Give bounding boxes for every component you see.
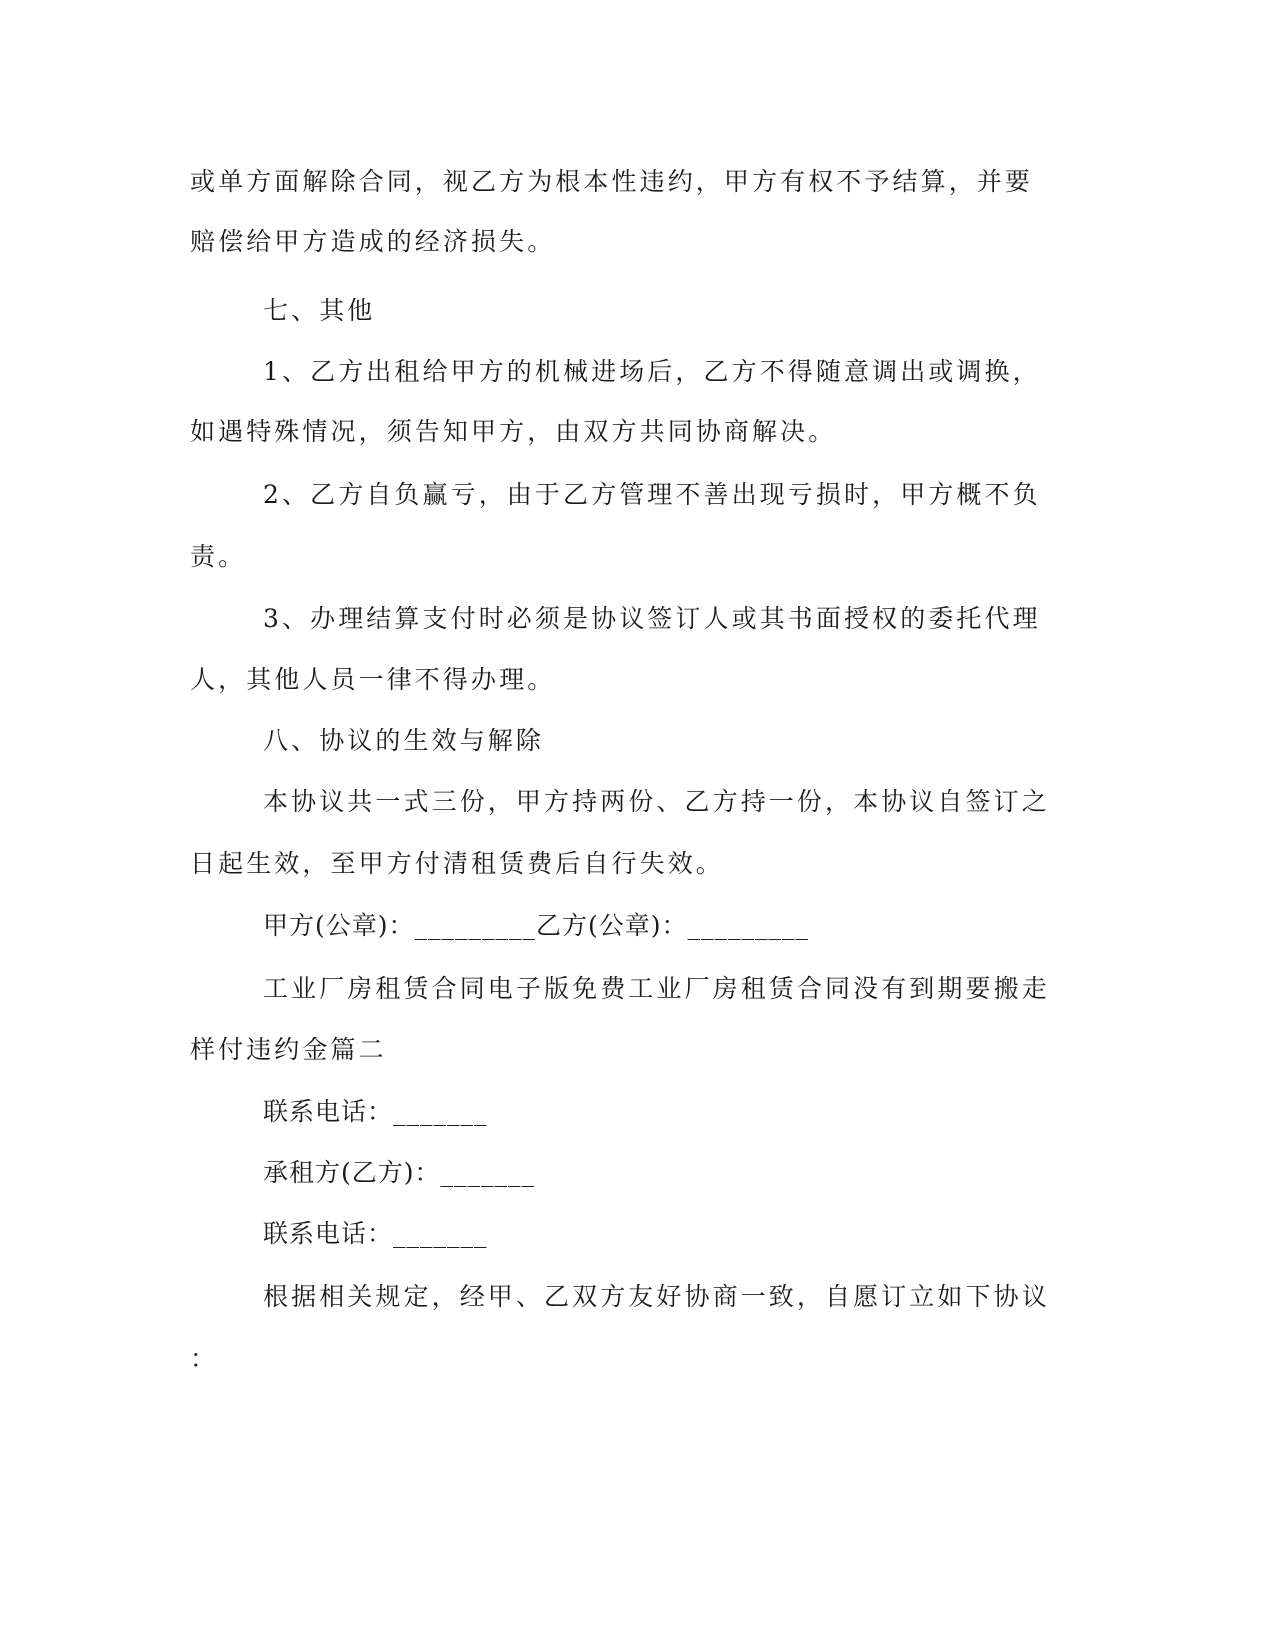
signature-line: 甲方(公章)：_________乙方(公章)：_________ (263, 911, 810, 940)
paragraph-line: 赔偿给甲方造成的经济损失。 (190, 227, 556, 256)
clause-2-line: 2、乙方自负赢亏，由于乙方管理不善出现亏损时，甲方概不负 (263, 480, 1041, 509)
lessee-field: 承租方(乙方)：_______ (263, 1158, 536, 1187)
section-heading-effect: 八、协议的生效与解除 (263, 726, 545, 755)
clause-3-line: 人，其他人员一律不得办理。 (190, 665, 556, 694)
paragraph-line: 本协议共一式三份，甲方持两份、乙方持一份，本协议自签订之 (263, 787, 1050, 816)
contact-phone-field: 联系电话：_______ (263, 1097, 488, 1126)
section-heading-other: 七、其他 (263, 296, 376, 325)
paragraph-line: ： (190, 1344, 219, 1373)
clause-1-line: 如遇特殊情况，须告知甲方，由双方共同协商解决。 (190, 417, 837, 446)
clause-1-line: 1、乙方出租给甲方的机械进场后，乙方不得随意调出或调换， (263, 357, 1041, 386)
paragraph-line: 日起生效，至甲方付清租赁费后自行失效。 (190, 849, 724, 878)
clause-2-line: 责。 (190, 542, 247, 571)
article-title-line: 样付违约金篇二 (190, 1035, 387, 1064)
clause-3-line: 3、办理结算支付时必须是协议签订人或其书面授权的委托代理 (263, 604, 1041, 633)
contact-phone-field: 联系电话：_______ (263, 1219, 488, 1248)
paragraph-line: 根据相关规定，经甲、乙双方友好协商一致，自愿订立如下协议 (263, 1282, 1050, 1311)
paragraph-line: 或单方面解除合同，视乙方为根本性违约，甲方有权不予结算，并要 (190, 167, 1034, 196)
article-title-line: 工业厂房租赁合同电子版免费工业厂房租赁合同没有到期要搬走 (263, 974, 1050, 1003)
